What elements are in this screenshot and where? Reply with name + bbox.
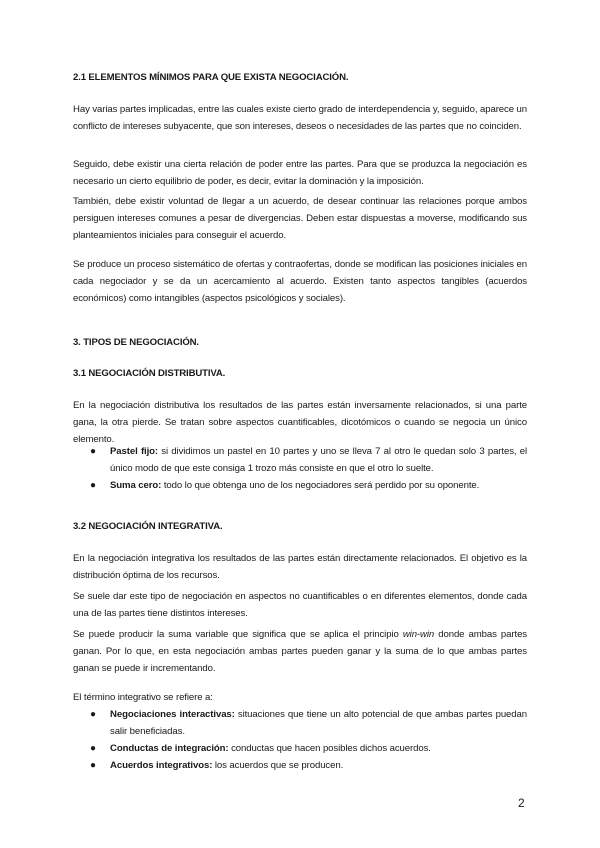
paragraph-2-1-a: Hay varias partes implicadas, entre las cuales existe cierto grado de interdependencia y, seguido, aparece un conflicto de intereses subyacente, que son intereses, deseos o necesidades de las partes que no coinciden. <box>73 104 527 132</box>
paragraph-3-2-winwin <box>73 626 527 677</box>
list-item <box>73 443 527 477</box>
heading-3-1: 3.1 NEGOCIACIÓN DISTRIBUTIVA. <box>73 368 226 379</box>
winwin-text-before: Se puede producir la suma variable que significa que se aplica el principio <box>73 629 403 640</box>
list-item <box>73 706 527 740</box>
heading-2-1: 2.1 ELEMENTOS MÍNIMOS PARA QUE EXISTA NEGOCIACIÓN. <box>73 72 349 83</box>
list-item <box>73 757 527 774</box>
paragraph-3-2-list-intro: El término integrativo se refiere a: <box>73 692 213 703</box>
paragraph-2-1-c: También, debe existir voluntad de llegar a un acuerdo, de desear continuar las relaciones porque ambos persiguen intereses comunes a pesar de divergencias. Deben estar dispuestas a moverse, modificando sus planteamientos iniciales para conseguir el acuerdo. <box>73 196 527 241</box>
winwin-term: win-win <box>402 629 435 640</box>
heading-3: 3. TIPOS DE NEGOCIACIÓN. <box>73 337 199 348</box>
paragraph-3-1-intro: En la negociación distributiva los resultados de las partes están inversamente relacionados, si una parte gana, la otra pierde. Se tratan sobre aspectos cuantificables, dicotómicos o cuando se negocia un único elemento. <box>73 400 527 445</box>
list-item-term: Pastel fijo: <box>110 446 159 457</box>
paragraph-2-1-d: Se produce un proceso sistemático de ofertas y contraofertas, donde se modifican las posiciones iniciales en cada negociador y se da un acercamiento al acuerdo. Existen tanto aspectos tangibles (acuerdos económicos) como intangibles (aspectos psicológicos y sociales). <box>73 259 527 304</box>
page-number: 2 <box>518 796 525 810</box>
paragraph-2-1-b: Seguido, debe existir una cierta relación de poder entre las partes. Para que se produzca la negociación es necesario un cierto equilibrio de poder, es decir, evitar la dominación y la imposición. <box>73 159 527 187</box>
list-3-1 <box>73 443 527 494</box>
list-3-2 <box>73 706 527 774</box>
list-item-term: Negociaciones interactivas: <box>110 709 235 720</box>
winwin-text-after: donde ambas partes ganan. Por lo que, en esta negociación ambas partes pueden ganar y la suma de lo que ambas partes ganan se puede ir incrementando. <box>73 629 527 674</box>
list-item-text: todo lo que obtenga uno de los negociadores será perdido por su oponente. <box>161 480 480 491</box>
paragraph-3-2-a: En la negociación integrativa los resultados de las partes están directamente relacionados. El objetivo es la distribución óptima de los recursos. <box>73 553 527 581</box>
list-item-text: conductas que hacen posibles dichos acuerdos. <box>228 743 431 754</box>
list-item-text: si dividimos un pastel en 10 partes y uno se lleva 7 al otro le quedan solo 3 partes, el único modo de que este consiga 1 trozo más consiste en que el otro lo suelte. <box>110 446 527 474</box>
heading-3-2: 3.2 NEGOCIACIÓN INTEGRATIVA. <box>73 521 223 532</box>
bullet-icon: ● <box>90 743 96 754</box>
bullet-icon: ● <box>90 446 96 457</box>
bullet-icon: ● <box>90 709 96 720</box>
list-item <box>73 740 527 757</box>
bullet-icon: ● <box>90 760 96 771</box>
list-item-text: situaciones que tiene un alto potencial de que ambas partes puedan salir beneficiadas. <box>110 709 528 737</box>
list-item <box>73 477 527 494</box>
list-item-text: los acuerdos que se producen. <box>212 760 344 771</box>
list-item-term: Conductas de integración: <box>110 743 229 754</box>
paragraph-3-2-b: Se suele dar este tipo de negociación en aspectos no cuantificables o en diferentes elementos, donde cada una de las partes tiene distintos intereses. <box>73 591 527 619</box>
bullet-icon: ● <box>90 480 96 491</box>
list-item-term: Suma cero: <box>110 480 162 491</box>
list-item-term: Acuerdos integrativos: <box>110 760 213 771</box>
